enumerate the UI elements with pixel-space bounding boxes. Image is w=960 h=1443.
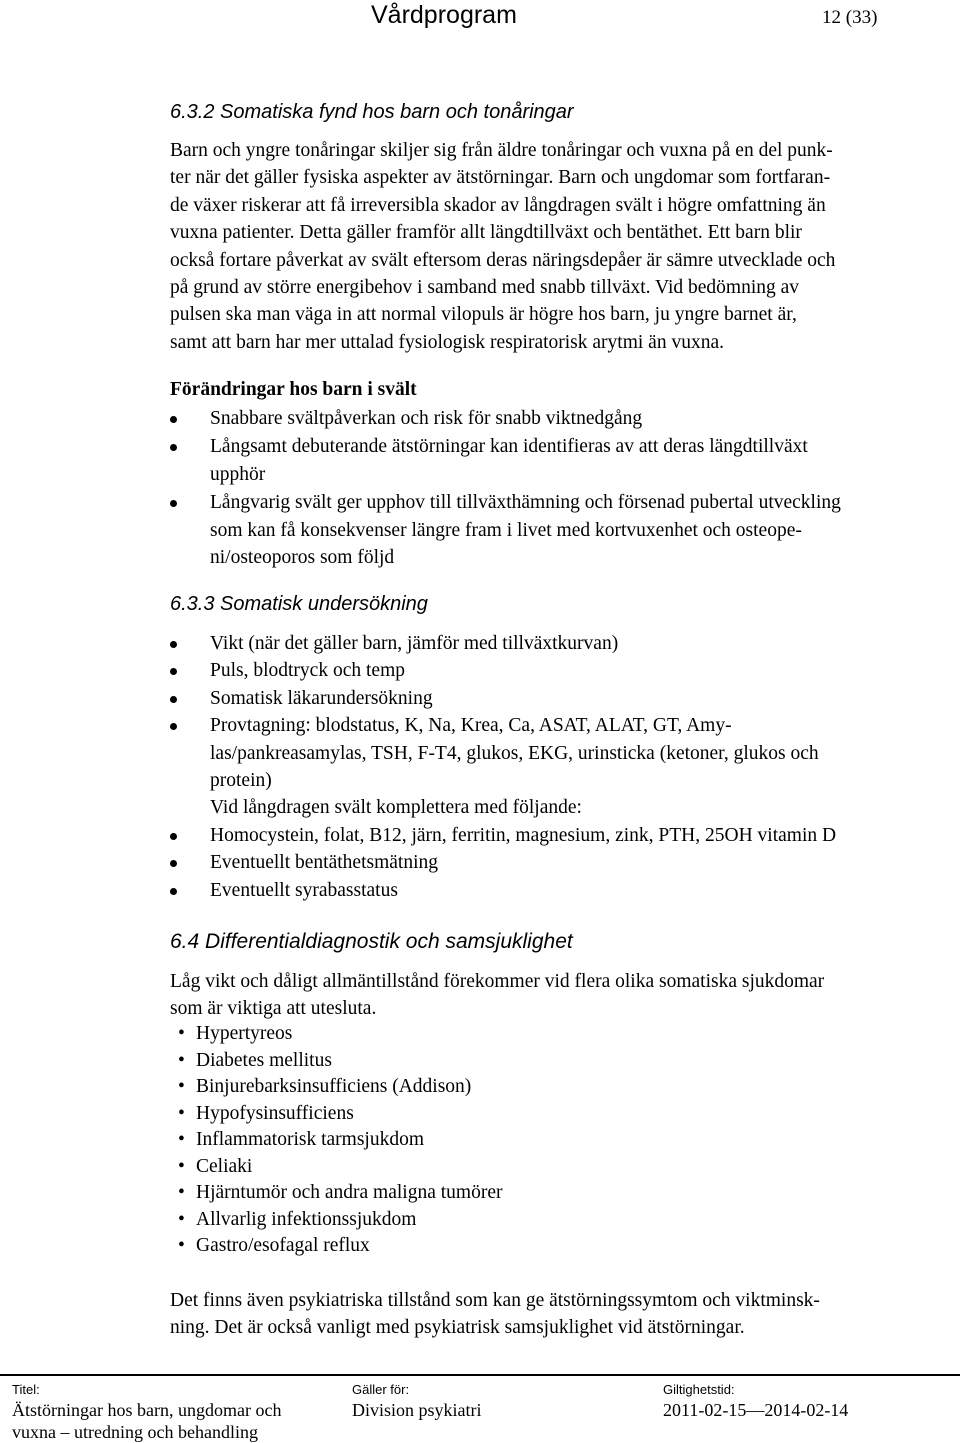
section-heading-6-4: 6.4 Differentialdiagnostik och samsjuklighet [170, 930, 573, 953]
bullet-icon [170, 696, 177, 703]
bullet-icon: • [178, 1076, 185, 1097]
list-item-text: Hypofysinsufficiens [196, 1102, 354, 1124]
bullet-icon [170, 416, 177, 423]
section-heading-6-3-2: 6.3.2 Somatiska fynd hos barn och tonåringar [170, 101, 574, 123]
list-item [178, 1180, 502, 1207]
changes-heading: Förändringar hos barn i svält [170, 379, 417, 400]
footer-divider [0, 1374, 960, 1376]
text-line: Eventuellt syrabasstatus [210, 879, 398, 901]
list-item [170, 433, 841, 488]
bullet-icon: • [178, 1023, 185, 1044]
bullet-icon: • [178, 1102, 185, 1124]
footer-title-line-2: vuxna – utredning och behandling [12, 1422, 258, 1442]
differential-list [178, 1021, 502, 1260]
text-line: Eventuellt bentäthetsmätning [210, 852, 438, 874]
list-item [178, 1074, 502, 1101]
bullet-icon: • [178, 1129, 185, 1150]
bullet-icon [170, 444, 177, 451]
list-item-text: Diabetes mellitus [196, 1049, 332, 1071]
bullet-icon: • [178, 1049, 185, 1071]
footer-applies-value: Division psykiatri [352, 1400, 482, 1420]
list-item-text: Hypertyreos [196, 1023, 293, 1044]
list-item [178, 1154, 502, 1181]
list-item [170, 630, 836, 657]
list-item [170, 712, 836, 822]
text-line: Det finns även psykiatriska tillstånd som kan ge ätstörningssymtom och viktminsk- [170, 1290, 820, 1311]
text-line: på grund av större energibehov i samband med snabb tillväxt. Vid bedömning av [170, 276, 800, 298]
text-line: vuxna patienter. Detta gäller framför allt längdtillväxt och bentäthet. Ett barn blir [170, 222, 802, 244]
list-item-text: Celiaki [196, 1155, 253, 1177]
text-line: pulsen ska man väga in att normal vilopuls är högre hos barn, ju yngre barnet är, [170, 304, 797, 326]
list-item [178, 1207, 502, 1234]
list-item-text: Allvarlig infektionssjukdom [196, 1208, 417, 1230]
text-line: också fortare påverkat av svält eftersom deras näringsdepåer är sämre utvecklade och [170, 249, 836, 271]
text-line: ni/osteoporos som följd [210, 547, 395, 569]
footer-validity-label: Giltighetstid: [663, 1382, 735, 1397]
text-line: Puls, blodtryck och temp [210, 660, 405, 682]
document-title: Vårdprogram [371, 1, 517, 29]
footer-title-line-1: Ätstörningar hos barn, ungdomar och [12, 1400, 282, 1420]
text-line: Låg vikt och dåligt allmäntillstånd förekommer vid flera olika somatiska sjukdomar [170, 971, 825, 992]
text-line: som kan få konsekvenser längre fram i livet med kortvuxenhet och osteope- [210, 519, 802, 541]
text-line: upphör [210, 463, 266, 485]
page-number: 12 (33) [822, 7, 878, 28]
list-item [178, 1021, 502, 1048]
bullet-icon [170, 833, 177, 840]
footer-applies-label: Gäller för: [352, 1382, 410, 1397]
list-item [170, 489, 841, 571]
text-line: samt att barn har mer uttalad fysiologisk respiratorisk arytmi än vuxna. [170, 331, 724, 353]
text-line: Provtagning: blodstatus, K, Na, Krea, Ca, ASAT, ALAT, GT, Amy- [210, 715, 732, 737]
bullet-icon: • [178, 1182, 185, 1203]
list-item [178, 1233, 502, 1260]
section-heading-6-3-3: 6.3.3 Somatisk undersökning [170, 593, 428, 615]
text-line: ning. Det är också vanligt med psykiatrisk samsjuklighet vid ätstörningar. [170, 1317, 745, 1339]
text-line: Snabbare svältpåverkan och risk för snabb viktnedgång [210, 408, 643, 429]
bullet-icon [170, 860, 177, 867]
list-item [170, 657, 836, 684]
bullet-icon [170, 668, 177, 675]
text-line: las/pankreasamylas, TSH, F-T4, glukos, EKG, urinsticka (ketoner, glukos och [210, 742, 819, 764]
text-line: de växer riskerar att få irreversibla skador av långdragen svält i högre omfattning än [170, 194, 826, 216]
footer-validity-value: 2011-02-15—2014-02-14 [663, 1400, 849, 1420]
list-item-text: Binjurebarksinsufficiens (Addison) [196, 1076, 472, 1097]
paragraph-somatic-findings [170, 137, 960, 356]
bullet-icon [170, 888, 177, 895]
list-item-text: Gastro/esofagal reflux [196, 1235, 370, 1256]
bullet-icon: • [178, 1208, 185, 1230]
text-line: Långsamt debuterande ätstörningar kan identifieras av att deras längdtillväxt [210, 436, 808, 458]
bullet-icon [170, 641, 177, 648]
text-line: Barn och yngre tonåringar skiljer sig från äldre tonåringar och vuxna på en del punk- [170, 140, 833, 161]
list-item [170, 405, 841, 432]
footer-title-label: Titel: [12, 1382, 40, 1397]
list-item-text: Inflammatorisk tarmsjukdom [196, 1129, 425, 1150]
list-item [170, 877, 836, 904]
changes-list [170, 405, 841, 571]
bullet-icon: • [178, 1235, 185, 1256]
text-line: Långvarig svält ger upphov till tillväxthämning och försenad pubertal utveckling [210, 492, 841, 514]
list-item [170, 822, 836, 849]
text-line: Homocystein, folat, B12, järn, ferritin, magnesium, zink, PTH, 25OH vitamin D [210, 824, 837, 846]
text-line: Somatisk läkarundersökning [210, 687, 433, 709]
examination-list [170, 630, 836, 904]
text-line: Vid långdragen svält komplettera med följande: [210, 797, 582, 819]
paragraph-psychiatric [170, 1287, 960, 1342]
list-item [170, 685, 836, 712]
bullet-icon: • [178, 1155, 185, 1177]
list-item [178, 1048, 502, 1075]
list-item-text: Hjärntumör och andra maligna tumörer [196, 1182, 503, 1203]
text-line: protein) [210, 770, 272, 792]
text-line: som är viktiga att utesluta. [170, 998, 377, 1020]
list-item [178, 1101, 502, 1128]
bullet-icon [170, 723, 177, 730]
bullet-icon [170, 500, 177, 507]
text-line: ter när det gäller fysiska aspekter av ätstörningar. Barn och ungdomar som fortfaran- [170, 167, 831, 189]
list-item [178, 1127, 502, 1154]
list-item [170, 849, 836, 876]
text-line: Vikt (när det gäller barn, jämför med tillväxtkurvan) [210, 633, 619, 654]
paragraph-differential-intro [170, 968, 960, 1023]
